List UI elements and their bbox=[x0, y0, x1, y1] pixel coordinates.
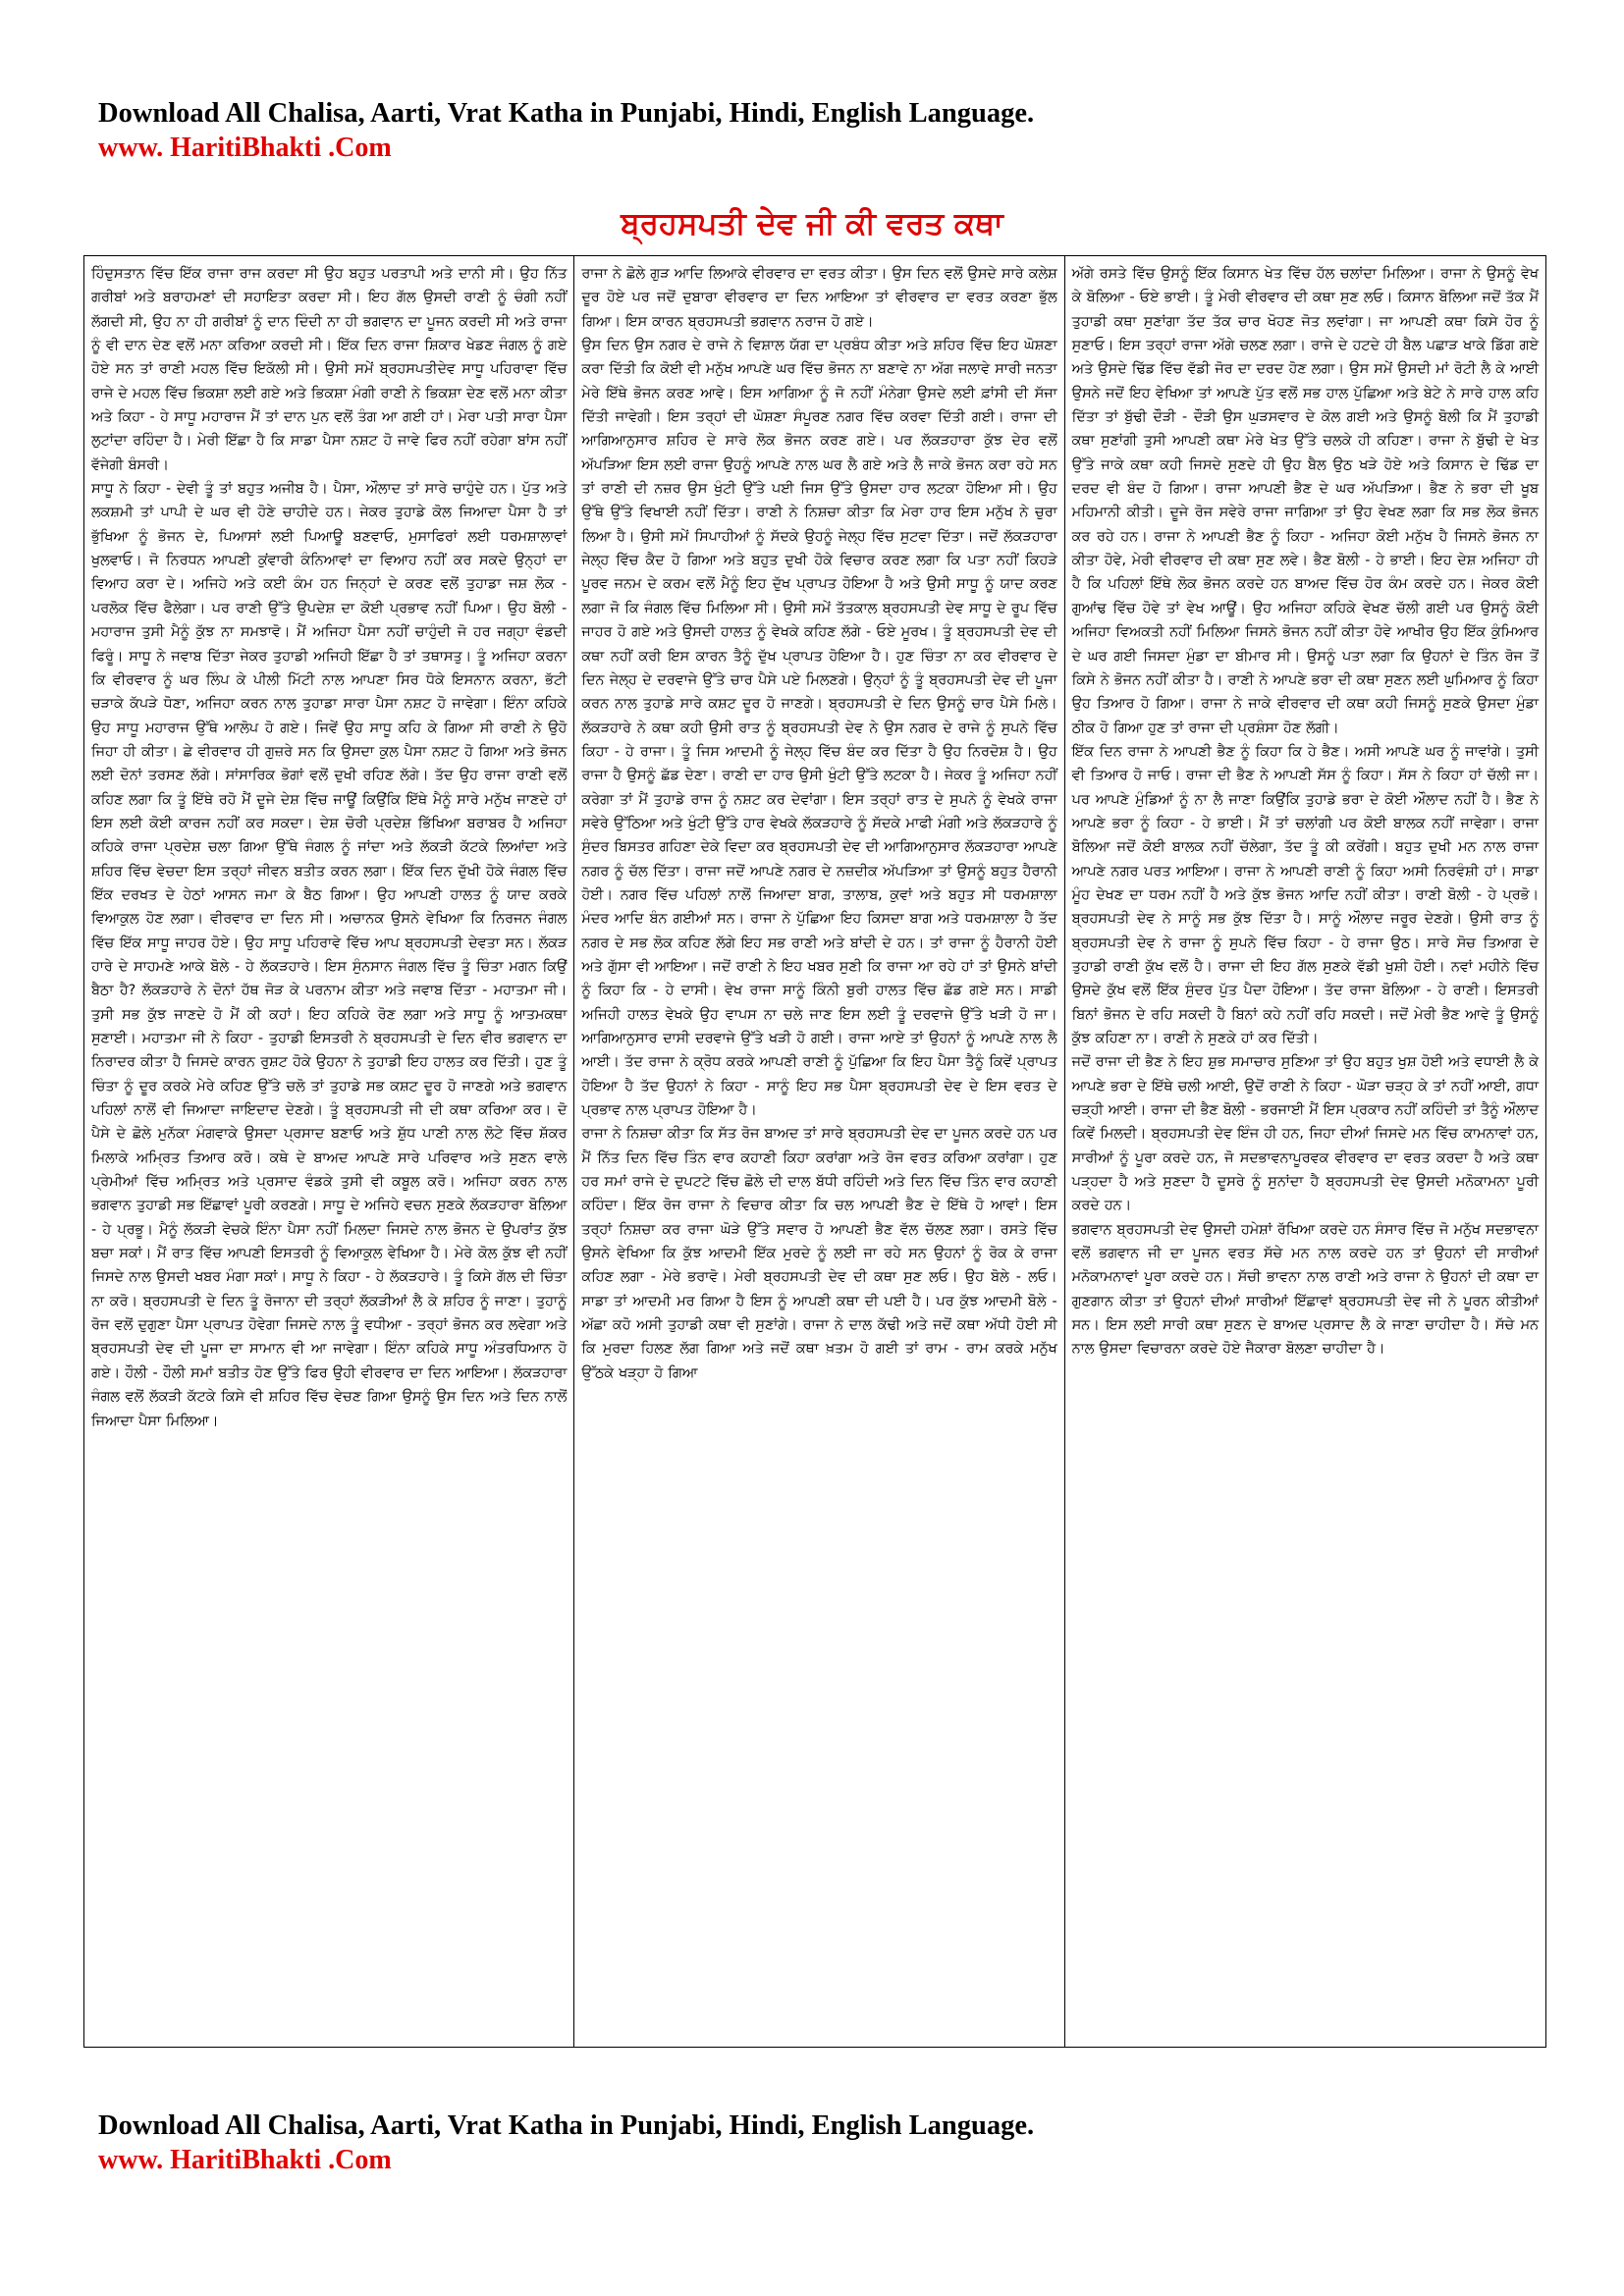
paragraph: ਹਿੰਦੁਸਤਾਨ ਵਿੱਚ ਇੱਕ ਰਾਜਾ ਰਾਜ ਕਰਦਾ ਸੀ ਉਹ ਬਹੁਤ ਪਰਤਾਪੀ ਅਤੇ ਦਾਨੀ ਸੀ। ਉਹ ਨਿੱਤ ਗਰੀਬਾਂ ਅਤੇ ਬਰਾਹਮਣਾਂ ਦੀ ਸਹਾਇਤਾ ਕਰਦਾ ਸੀ। ਇਹ ਗੱਲ ਉਸਦੀ ਰਾਣੀ ਨੂੰ ਚੰਗੀ ਨਹੀਂ ਲੱਗਦੀ ਸੀ, ਉਹ ਨਾ ਹੀ ਗਰੀਬਾਂ ਨੂੰ ਦਾਨ ਦਿੰਦੀ ਨਾ ਹੀ ਭਗਵਾਨ ਦਾ ਪੂਜਨ ਕਰਦੀ ਸੀ ਅਤੇ ਰਾਜਾ ਨੂੰ ਵੀ ਦਾਨ ਦੇਣ ਵਲੋਂ ਮਨਾ ਕਰਿਆ ਕਰਦੀ ਸੀ। ਇੱਕ ਦਿਨ ਰਾਜਾ ਸ਼ਿਕਾਰ ਖੇਡਣ ਜੰਗਲ ਨੂੰ ਗਏ ਹੋਏ ਸਨ ਤਾਂ ਰਾਣੀ ਮਹਲ ਵਿੱਚ ਇਕੱਲੀ ਸੀ। ਉਸੀ ਸਮੇਂ ਬ੍ਰਹਸਪਤੀਦੇਵ ਸਾਧੂ ਪਹਿਰਾਵਾ ਵਿੱਚ ਰਾਜੇ ਦੇ ਮਹਲ ਵਿੱਚ ਭਿਕਸ਼ਾ ਲਈ ਗਏ ਅਤੇ ਭਿਕਸ਼ਾ ਮੰਗੀ ਰਾਣੀ ਨੇ ਭਿਕਸ਼ਾ ਦੇਣ ਵਲੋਂ ਮਨਾ ਕੀਤਾ ਅਤੇ ਕਿਹਾ - ਹੇ ਸਾਧੂ ਮਹਾਰਾਜ ਮੈਂ ਤਾਂ ਦਾਨ ਪੁਨ ਵਲੋਂ ਤੰਗ ਆ ਗਈ ਹਾਂ। ਮੇਰਾ ਪਤੀ ਸਾਰਾ ਪੈਸਾ ਲੁਟਾਂਦਾ ਰਹਿੰਦਾ ਹੈ। ਮੇਰੀ ਇੱਛਾ ਹੈ ਕਿ ਸਾਡਾ ਪੈਸਾ ਨਸ਼ਟ ਹੋ ਜਾਵੇ ਫਿਰ ਨਹੀਂ ਰਹੇਗਾ ਬਾਂਸ ਨਹੀਂ ਵੱਜੇਗੀ ਬੰਸਰੀ। bbox=[91, 266, 568, 473]
document-title: ਬ੍ਰਹਸਪਤੀ ਦੇਵ ਜੀ ਕੀ ਵਰਤ ਕਥਾ bbox=[621, 206, 1003, 241]
paragraph: ਇੱਕ ਦਿਨ ਰਾਜਾ ਨੇ ਆਪਣੀ ਭੈਣ ਨੂੰ ਕਿਹਾ ਕਿ ਹੇ ਭੈਣ। ਅਸੀ ਆਪਣੇ ਘਰ ਨੂੰ ਜਾਵਾਂਗੇ। ਤੁਸੀ ਵੀ ਤਿਆਰ ਹੋ ਜਾਓ। ਰਾਜਾ ਦੀ ਭੈਣ ਨੇ ਆਪਣੀ ਸੱਸ ਨੂੰ ਕਿਹਾ। ਸੱਸ ਨੇ ਕਿਹਾ ਹਾਂ ਚੱਲੀ ਜਾ। ਪਰ ਆਪਣੇ ਮੁੰਡਿਆਂ ਨੂੰ ਨਾ ਲੈ ਜਾਣਾ ਕਿਉਂਕਿ ਤੁਹਾਡੇ ਭਰਾ ਦੇ ਕੋਈ ਔਲਾਦ ਨਹੀਂ ਹੈ। ਭੈਣ ਨੇ ਆਪਣੇ ਭਰਾ ਨੂੰ ਕਿਹਾ - ਹੇ ਭਾਈ। ਮੈਂ ਤਾਂ ਚਲਾਂਗੀ ਪਰ ਕੋਈ ਬਾਲਕ ਨਹੀਂ ਜਾਵੇਗਾ। ਰਾਜਾ ਬੋਲਿਆ ਜਦੋਂ ਕੋਈ ਬਾਲਕ ਨਹੀਂ ਚੱਲੇਗਾ, ਤੱਦ ਤੂੰ ਕੀ ਕਰੇਂਗੀ। ਬਹੁਤ ਦੁਖੀ ਮਨ ਨਾਲ ਰਾਜਾ ਆਪਣੇ ਨਗਰ ਪਰਤ ਆਇਆ। ਰਾਜਾ ਨੇ ਆਪਣੀ ਰਾਣੀ ਨੂੰ ਕਿਹਾ ਅਸੀ ਨਿਰਵੰਸ਼ੀ ਹਾਂ। ਸਾਡਾ ਮੂੰਹ ਦੇਖਣ ਦਾ ਧਰਮ ਨਹੀਂ ਹੈ ਅਤੇ ਕੁੱਝ ਭੋਜਨ ਆਦਿ ਨਹੀਂ ਕੀਤਾ। ਰਾਣੀ ਬੋਲੀ - ਹੇ ਪ੍ਰਭੋ। ਬ੍ਰਹਸਪਤੀ ਦੇਵ ਨੇ ਸਾਨੂੰ ਸਭ ਕੁੱਝ ਦਿੱਤਾ ਹੈ। ਸਾਨੂੰ ਔਲਾਦ ਜਰੂਰ ਦੇਣਗੇ। ਉਸੀ ਰਾਤ ਨੂੰ ਬ੍ਰਹਸਪਤੀ ਦੇਵ ਨੇ ਰਾਜਾ ਨੂੰ ਸੁਪਨੇ ਵਿੱਚ ਕਿਹਾ - ਹੇ ਰਾਜਾ ਉਠ। ਸਾਰੇ ਸੋਚ ਤਿਆਗ ਦੇ ਤੁਹਾਡੀ ਰਾਣੀ ਕੁੱਖ ਵਲੋਂ ਹੈ। ਰਾਜਾ ਦੀ ਇਹ ਗੱਲ ਸੁਣਕੇ ਵੱਡੀ ਖੁਸ਼ੀ ਹੋਈ। ਨਵਾਂ ਮਹੀਨੇ ਵਿੱਚ ਉਸਦੇ ਕੁੱਖ ਵਲੋਂ ਇੱਕ ਸੁੰਦਰ ਪੁੱਤ ਪੈਦਾ ਹੋਇਆ। ਤੱਦ ਰਾਜਾ ਬੋਲਿਆ - ਹੇ ਰਾਣੀ। ਇਸਤਰੀ ਬਿਨਾਂ ਭੋਜਨ ਦੇ ਰਹਿ ਸਕਦੀ ਹੈ ਬਿਨਾਂ ਕਹੇ ਨਹੀਂ ਰਹਿ ਸਕਦੀ। ਜਦੋਂ ਮੇਰੀ ਭੈਣ ਆਵੇ ਤੂੰ ਉਸਨੂੰ ਕੁੱਝ ਕਹਿਣਾ ਨਾ। ਰਾਣੀ ਨੇ ਸੁਣਕੇ ਹਾਂ ਕਰ ਦਿੱਤੀ। bbox=[1071, 743, 1539, 1046]
site-footer bbox=[98, 2109, 1522, 2177]
text-column-1 bbox=[84, 256, 574, 2047]
paragraph: ਭਗਵਾਨ ਬ੍ਰਹਸਪਤੀ ਦੇਵ ਉਸਦੀ ਹਮੇਸ਼ਾਂ ਰੱਖਿਆ ਕਰਦੇ ਹਨ ਸੰਸਾਰ ਵਿੱਚ ਜੋ ਮਨੁੱਖ ਸਦਭਾਵਨਾ ਵਲੋਂ ਭਗਵਾਨ ਜੀ ਦਾ ਪੂਜਨ ਵਰਤ ਸੱਚੇ ਮਨ ਨਾਲ ਕਰਦੇ ਹਨ ਤਾਂ ਉਹਨਾਂ ਦੀ ਸਾਰੀਆਂ ਮਨੋਕਾਮਨਾਵਾਂ ਪੂਰਾ ਕਰਦੇ ਹਨ। ਸੱਚੀ ਭਾਵਨਾ ਨਾਲ ਰਾਣੀ ਅਤੇ ਰਾਜਾ ਨੇ ਉਹਨਾਂ ਦੀ ਕਥਾ ਦਾ ਗੁਣਗਾਨ ਕੀਤਾ ਤਾਂ ਉਹਨਾਂ ਦੀਆਂ ਸਾਰੀਆਂ ਇੱਛਾਵਾਂ ਬ੍ਰਹਸਪਤੀ ਦੇਵ ਜੀ ਨੇ ਪੂਰਨ ਕੀਤੀਆਂ ਸਨ। ਇਸ ਲਈ ਸਾਰੀ ਕਥਾ ਸੁਣਨ ਦੇ ਬਾਅਦ ਪ੍ਰਸਾਦ ਲੈ ਕੇ ਜਾਣਾ ਚਾਹੀਦਾ ਹੈ। ਸੱਚੇ ਮਨ ਨਾਲ ਉਸਦਾ ਵਿਚਾਰਨਾ ਕਰਦੇ ਹੋਏ ਜੈਕਾਰਾ ਬੋਲਣਾ ਚਾਹੀਦਾ ਹੈ। bbox=[1071, 1221, 1539, 1358]
katha-text-table bbox=[83, 255, 1546, 2048]
paragraph: ਰਾਜਾ ਨੇ ਨਿਸ਼ਚਾ ਕੀਤਾ ਕਿ ਸੱਤ ਰੋਜ ਬਾਅਦ ਤਾਂ ਸਾਰੇ ਬ੍ਰਹਸਪਤੀ ਦੇਵ ਦਾ ਪੂਜਨ ਕਰਦੇ ਹਨ ਪਰ ਮੈਂ ਨਿੱਤ ਦਿਨ ਵਿੱਚ ਤਿੰਨ ਵਾਰ ਕਹਾਣੀ ਕਿਹਾ ਕਰਾਂਗਾ ਅਤੇ ਰੋਜ ਵਰਤ ਕਰਿਆ ਕਰਾਂਗਾ। ਹੁਣ ਹਰ ਸਮਾਂ ਰਾਜੇ ਦੇ ਦੁਪਟਟੇ ਵਿੱਚ ਛੋਲੇ ਦੀ ਦਾਲ ਬੱਧੀ ਰਹਿੰਦੀ ਅਤੇ ਦਿਨ ਵਿੱਚ ਤਿੰਨ ਵਾਰ ਕਹਾਣੀ ਕਹਿੰਦਾ। ਇੱਕ ਰੋਜ ਰਾਜਾ ਨੇ ਵਿਚਾਰ ਕੀਤਾ ਕਿ ਚਲ ਆਪਣੀ ਭੈਣ ਦੇ ਇੱਥੇ ਹੋ ਆਵਾਂ। ਇਸ ਤਰ੍ਹਾਂ ਨਿਸ਼ਚਾ ਕਰ ਰਾਜਾ ਘੋੜੇ ਉੱਤੇ ਸਵਾਰ ਹੋ ਆਪਣੀ ਭੈਣ ਵੱਲ ਚੱਲਣ ਲਗਾ। ਰਸਤੇ ਵਿੱਚ ਉਸਨੇ ਵੇਖਿਆ ਕਿ ਕੁੱਝ ਆਦਮੀ ਇੱਕ ਮੁਰਦੇ ਨੂੰ ਲਈ ਜਾ ਰਹੇ ਸਨ ਉਹਨਾਂ ਨੂੰ ਰੋਕ ਕੇ ਰਾਜਾ ਕਹਿਣ ਲਗਾ - ਮੇਰੇ ਭਰਾਵੋ। ਮੇਰੀ ਬ੍ਰਹਸਪਤੀ ਦੇਵ ਦੀ ਕਥਾ ਸੁਣ ਲਓ। ਉਹ ਬੋਲੇ - ਲਓ। ਸਾਡਾ ਤਾਂ ਆਦਮੀ ਮਰ ਗਿਆ ਹੈ ਇਸ ਨੂੰ ਆਪਣੀ ਕਥਾ ਦੀ ਪਈ ਹੈ। ਪਰ ਕੁੱਝ ਆਦਮੀ ਬੋਲੇ - ਅੱਛਾ ਕਹੋ ਅਸੀ ਤੁਹਾਡੀ ਕਥਾ ਵੀ ਸੁਣਾਂਗੇ। ਰਾਜਾ ਨੇ ਦਾਲ ਕੱਢੀ ਅਤੇ ਜਦੋਂ ਕਥਾ ਅੱਧੀ ਹੋਈ ਸੀ ਕਿ ਮੁਰਦਾ ਹਿਲਣ ਲੱਗ ਗਿਆ ਅਤੇ ਜਦੋਂ ਕਥਾ ਖ਼ਤਮ ਹੋ ਗਈ ਤਾਂ ਰਾਮ - ਰਾਮ ਕਰਕੇ ਮਨੁੱਖ ਉੱਠਕੇ ਖੜ੍ਹਾ ਹੋ ਗਿਆ bbox=[581, 1126, 1057, 1381]
paragraph: ਉਸ ਦਿਨ ਉਸ ਨਗਰ ਦੇ ਰਾਜੇ ਨੇ ਵਿਸ਼ਾਲ ਯੱਗ ਦਾ ਪ੍ਰਬੰਧ ਕੀਤਾ ਅਤੇ ਸ਼ਹਿਰ ਵਿੱਚ ਇਹ ਘੋਸ਼ਣਾ ਕਰਾ ਦਿੱਤੀ ਕਿ ਕੋਈ ਵੀ ਮਨੁੱਖ ਆਪਣੇ ਘਰ ਵਿੱਚ ਭੋਜਨ ਨਾ ਬਣਾਵੇ ਨਾ ਅੱਗ ਜਲਾਵੇ ਸਾਰੀ ਜਨਤਾ ਮੇਰੇ ਇੱਥੇ ਭੋਜਨ ਕਰਣ ਆਵੇ। ਇਸ ਆਗਿਆ ਨੂੰ ਜੋ ਨਹੀਂ ਮੰਨੇਗਾ ਉਸਦੇ ਲਈ ਫ਼ਾਂਸੀ ਦੀ ਸੱਜਾ ਦਿੱਤੀ ਜਾਵੇਗੀ। ਇਸ ਤਰ੍ਹਾਂ ਦੀ ਘੋਸ਼ਣਾ ਸੰਪੂਰਣ ਨਗਰ ਵਿੱਚ ਕਰਵਾ ਦਿੱਤੀ ਗਈ। ਰਾਜਾ ਦੀ ਆਗਿਆਨੁਸਾਰ ਸ਼ਹਿਰ ਦੇ ਸਾਰੇ ਲੋਕ ਭੋਜਨ ਕਰਣ ਗਏ। ਪਰ ਲੱਕੜਹਾਰਾ ਕੁੱਝ ਦੇਰ ਵਲੋਂ ਅੱਪੜਿਆ ਇਸ ਲਈ ਰਾਜਾ ਉਹਨੂੰ ਆਪਣੇ ਨਾਲ ਘਰ ਲੈ ਗਏ ਅਤੇ ਲੈ ਜਾਕੇ ਭੋਜਨ ਕਰਾ ਰਹੇ ਸਨ ਤਾਂ ਰਾਣੀ ਦੀ ਨਜ਼ਰ ਉਸ ਖੁੰਟੀ ਉੱਤੇ ਪਈ ਜਿਸ ਉੱਤੇ ਉਸਦਾ ਹਾਰ ਲਟਕਾ ਹੋਇਆ ਸੀ। ਉਹ ਉੱਥੇ ਉੱਤੇ ਵਿਖਾਈ ਨਹੀਂ ਦਿੱਤਾ। ਰਾਣੀ ਨੇ ਨਿਸ਼ਚਾ ਕੀਤਾ ਕਿ ਮੇਰਾ ਹਾਰ ਇਸ ਮਨੁੱਖ ਨੇ ਚੁਰਾ ਲਿਆ ਹੈ। ਉਸੀ ਸਮੇਂ ਸਿਪਾਹੀਆਂ ਨੂੰ ਸੱਦਕੇ ਉਹਨੂੰ ਜੇਲ੍ਹ ਵਿੱਚ ਸੁਟਵਾ ਦਿੱਤਾ। ਜਦੋਂ ਲੱਕੜਹਾਰਾ ਜੇਲ੍ਹ ਵਿੱਚ ਕੈਦ ਹੋ ਗਿਆ ਅਤੇ ਬਹੁਤ ਦੁਖੀ ਹੋਕੇ ਵਿਚਾਰ ਕਰਣ ਲਗਾ ਕਿ ਪਤਾ ਨਹੀਂ ਕਿਹੜੇ ਪੂਰਵ ਜਨਮ ਦੇ ਕਰਮ ਵਲੋਂ ਮੈਨੂੰ ਇਹ ਦੁੱਖ ਪ੍ਰਾਪਤ ਹੋਇਆ ਹੈ ਅਤੇ ਉਸੀ ਸਾਧੂ ਨੂੰ ਯਾਦ ਕਰਣ ਲਗਾ ਜੋ ਕਿ ਜੰਗਲ ਵਿੱਚ ਮਿਲਿਆ ਸੀ। ਉਸੀ ਸਮੇਂ ਤੱਤਕਾਲ ਬ੍ਰਹਸਪਤੀ ਦੇਵ ਸਾਧੂ ਦੇ ਰੂਪ ਵਿੱਚ ਜਾਹਰ ਹੋ ਗਏ ਅਤੇ ਉਸਦੀ ਹਾਲਤ ਨੂੰ ਵੇਖਕੇ ਕਹਿਣ ਲੱਗੇ - ਓਏ ਮੂਰਖ। ਤੂੰ ਬ੍ਰਹਸਪਤੀ ਦੇਵ ਦੀ ਕਥਾ ਨਹੀਂ ਕਰੀ ਇਸ ਕਾਰਨ ਤੈਨੂੰ ਦੁੱਖ ਪ੍ਰਾਪਤ ਹੋਇਆ ਹੈ। ਹੁਣ ਚਿੰਤਾ ਨਾ ਕਰ ਵੀਰਵਾਰ ਦੇ ਦਿਨ ਜੇਲ੍ਹ ਦੇ ਦਰਵਾਜੇ ਉੱਤੇ ਚਾਰ ਪੈਸੇ ਪਏ ਮਿਲਣਗੇ। ਉਨ੍ਹਾਂ ਨੂੰ ਤੂੰ ਬ੍ਰਹਸਪਤੀ ਦੇਵ ਦੀ ਪੂਜਾ ਕਰਨ ਨਾਲ ਤੁਹਾਡੇ ਸਾਰੇ ਕਸ਼ਟ ਦੂਰ ਹੋ ਜਾਣਗੇ। ਬ੍ਰਹਸਪਤੀ ਦੇ ਦਿਨ ਉਸਨੂੰ ਚਾਰ ਪੈਸੇ ਮਿਲੇ। ਲੱਕੜਹਾਰੇ ਨੇ ਕਥਾ ਕਹੀ ਉਸੀ ਰਾਤ ਨੂੰ ਬ੍ਰਹਸਪਤੀ ਦੇਵ ਨੇ ਉਸ ਨਗਰ ਦੇ ਰਾਜੇ ਨੂੰ ਸੁਪਨੇ ਵਿੱਚ ਕਿਹਾ - ਹੇ ਰਾਜਾ। ਤੂੰ ਜਿਸ ਆਦਮੀ ਨੂੰ ਜੇਲ੍ਹ ਵਿੱਚ ਬੰਦ ਕਰ ਦਿੱਤਾ ਹੈ ਉਹ ਨਿਰਦੋਸ਼ ਹੈ। ਉਹ ਰਾਜਾ ਹੈ ਉਸਨੂੰ ਛੱਡ ਦੇਣਾ। ਰਾਣੀ ਦਾ ਹਾਰ ਉਸੀ ਖੁੰਟੀ ਉੱਤੇ ਲਟਕਾ ਹੈ। ਜੇਕਰ ਤੂੰ ਅਜਿਹਾ ਨਹੀਂ ਕਰੇਗਾ ਤਾਂ ਮੈਂ ਤੁਹਾਡੇ ਰਾਜ ਨੂੰ ਨਸ਼ਟ ਕਰ ਦੇਵਾਂਗਾ। ਇਸ ਤਰ੍ਹਾਂ ਰਾਤ ਦੇ ਸੁਪਨੇ ਨੂੰ ਵੇਖਕੇ ਰਾਜਾ ਸਵੇਰੇ ਉੱਠਿਆ ਅਤੇ ਖੁੰਟੀ ਉੱਤੇ ਹਾਰ ਵੇਖਕੇ ਲੱਕੜਹਾਰੇ ਨੂੰ ਸੱਦਕੇ ਮਾਫੀ ਮੰਗੀ ਅਤੇ ਲੱਕੜਹਾਰੇ ਨੂੰ ਸੁੰਦਰ ਬਿਸਤਰ ਗਹਿਣਾ ਦੇਕੇ ਵਿਦਾ ਕਰ ਬ੍ਰਹਸਪਤੀ ਦੇਵ ਦੀ ਆਗਿਆਨੁਸਾਰ ਲੱਕੜਹਾਰਾ ਆਪਣੇ ਨਗਰ ਨੂੰ ਚੱਲ ਦਿੱਤਾ। ਰਾਜਾ ਜਦੋਂ ਆਪਣੇ ਨਗਰ ਦੇ ਨਜ਼ਦੀਕ ਅੱਪੜਿਆ ਤਾਂ ਉਸਨੂੰ ਬਹੁਤ ਹੈਰਾਨੀ ਹੋਈ। ਨਗਰ ਵਿੱਚ ਪਹਿਲਾਂ ਨਾਲੋਂ ਜਿਆਦਾ ਬਾਗ, ਤਾਲਾਬ, ਕੁਵਾਂ ਅਤੇ ਬਹੁਤ ਸੀ ਧਰਮਸ਼ਾਲਾ ਮੰਦਰ ਆਦਿ ਬੰਨ ਗਈਆਂ ਸਨ। ਰਾਜਾ ਨੇ ਪੁੱਛਿਆ ਇਹ ਕਿਸਦਾ ਬਾਗ ਅਤੇ ਧਰਮਸ਼ਾਲਾ ਹੈ ਤੱਦ ਨਗਰ ਦੇ ਸਭ ਲੋਕ ਕਹਿਣ ਲੱਗੇ ਇਹ ਸਭ ਰਾਣੀ ਅਤੇ ਬਾਂਦੀ ਦੇ ਹਨ। ਤਾਂ ਰਾਜਾ ਨੂੰ ਹੈਰਾਨੀ ਹੋਈ ਅਤੇ ਗੁੱਸਾ ਵੀ ਆਇਆ। ਜਦੋਂ ਰਾਣੀ ਨੇ ਇਹ ਖਬਰ ਸੁਣੀ ਕਿ ਰਾਜਾ ਆ ਰਹੇ ਹਾਂ ਤਾਂ ਉਸਨੇ ਬਾਂਦੀ ਨੂੰ ਕਿਹਾ ਕਿ - ਹੇ ਦਾਸੀ। ਵੇਖ ਰਾਜਾ ਸਾਨੂੰ ਕਿੰਨੀ ਬੁਰੀ ਹਾਲਤ ਵਿੱਚ ਛੱਡ ਗਏ ਸਨ। ਸਾਡੀ ਅਜਿਹੀ ਹਾਲਤ ਵੇਖਕੇ ਉਹ ਵਾਪਸ ਨਾ ਚਲੇ ਜਾਣ ਇਸ ਲਈ ਤੂੰ ਦਰਵਾਜੇ ਉੱਤੇ ਖੜੀ ਹੋ ਜਾ। ਆਗਿਆਨੁਸਾਰ ਦਾਸੀ ਦਰਵਾਜੇ ਉੱਤੇ ਖੜੀ ਹੋ ਗਈ। ਰਾਜਾ ਆਏ ਤਾਂ ਉਹਨਾਂ ਨੂੰ ਆਪਣੇ ਨਾਲ ਲੈ ਆਈ। ਤੱਦ ਰਾਜਾ ਨੇ ਕ੍ਰੋਧ ਕਰਕੇ ਆਪਣੀ ਰਾਣੀ ਨੂੰ ਪੁੱਛਿਆ ਕਿ ਇਹ ਪੈਸਾ ਤੈਨੂੰ ਕਿਵੇਂ ਪ੍ਰਾਪਤ ਹੋਇਆ ਹੈ ਤੱਦ ਉਹਨਾਂ ਨੇ ਕਿਹਾ - ਸਾਨੂੰ ਇਹ ਸਭ ਪੈਸਾ ਬ੍ਰਹਸਪਤੀ ਦੇਵ ਦੇ ਇਸ ਵਰਤ ਦੇ ਪ੍ਰਭਾਵ ਨਾਲ ਪ੍ਰਾਪਤ ਹੋਇਆ ਹੈ। bbox=[581, 338, 1057, 1119]
download-banner-text: Download All Chalisa, Aarti, Vrat Katha in Punjabi, Hindi, English Language. bbox=[98, 98, 1035, 129]
site-header bbox=[98, 96, 1522, 165]
website-link[interactable]: www. HaritiBhakti .Com bbox=[98, 2145, 392, 2175]
paragraph: ਰਾਜਾ ਨੇ ਛੋਲੇ ਗੁੜ ਆਦਿ ਲਿਆਕੇ ਵੀਰਵਾਰ ਦਾ ਵਰਤ ਕੀਤਾ। ਉਸ ਦਿਨ ਵਲੋਂ ਉਸਦੇ ਸਾਰੇ ਕਲੇਸ਼ ਦੂਰ ਹੋਏ ਪਰ ਜਦੋਂ ਦੁਬਾਰਾ ਵੀਰਵਾਰ ਦਾ ਦਿਨ ਆਇਆ ਤਾਂ ਵੀਰਵਾਰ ਦਾ ਵਰਤ ਕਰਣਾ ਭੁੱਲ ਗਿਆ। ਇਸ ਕਾਰਨ ਬ੍ਰਹਸਪਤੀ ਭਗਵਾਨ ਨਰਾਜ ਹੋ ਗਏ। bbox=[581, 266, 1057, 330]
paragraph: ਸਾਧੂ ਨੇ ਕਿਹਾ - ਦੇਵੀ ਤੂੰ ਤਾਂ ਬਹੁਤ ਅਜੀਬ ਹੈ। ਪੈਸਾ, ਔਲਾਦ ਤਾਂ ਸਾਰੇ ਚਾਹੁੰਦੇ ਹਨ। ਪੁੱਤ ਅਤੇ ਲਕਸ਼ਮੀ ਤਾਂ ਪਾਪੀ ਦੇ ਘਰ ਵੀ ਹੋਣੇ ਚਾਹੀਦੇ ਹਨ। ਜੇਕਰ ਤੁਹਾਡੇ ਕੋਲ ਜਿਆਦਾ ਪੈਸਾ ਹੈ ਤਾਂ ਭੁੱਖਿਆ ਨੂੰ ਭੋਜਨ ਦੇ, ਪਿਆਸਾਂ ਲਈ ਪਿਆਊ ਬਣਵਾਓ, ਮੁਸਾਫਿਰਾਂ ਲਈ ਧਰਮਸ਼ਾਲਾਵਾਂ ਖੁਲਵਾਓ। ਜੋ ਨਿਰਧਨ ਆਪਣੀ ਕੁਂਵਾਰੀ ਕੰਨਿਆਵਾਂ ਦਾ ਵਿਆਹ ਨਹੀਂ ਕਰ ਸਕਦੇ ਉਨ੍ਹਾਂ ਦਾ ਵਿਆਹ ਕਰਾ ਦੇ। ਅਜਿਹੇ ਅਤੇ ਕਈ ਕੰਮ ਹਨ ਜਿਨ੍ਹਾਂ ਦੇ ਕਰਣ ਵਲੋਂ ਤੁਹਾਡਾ ਜਸ਼ ਲੋਕ - ਪਰਲੋਕ ਵਿੱਚ ਫੈਲੇਗਾ। ਪਰ ਰਾਣੀ ਉੱਤੇ ਉਪਦੇਸ਼ ਦਾ ਕੋਈ ਪ੍ਰਭਾਵ ਨਹੀਂ ਪਿਆ। ਉਹ ਬੋਲੀ - ਮਹਾਰਾਜ ਤੁਸੀ ਮੈਨੂੰ ਕੁੱਝ ਨਾ ਸਮਝਾਵੋ। ਮੈਂ ਅਜਿਹਾ ਪੈਸਾ ਨਹੀਂ ਚਾਹੁੰਦੀ ਜੋ ਹਰ ਜਗ੍ਹਾ ਵੰਡਦੀ ਫਿਰੂੰ। ਸਾਧੂ ਨੇ ਜਵਾਬ ਦਿੱਤਾ ਜੇਕਰ ਤੁਹਾਡੀ ਅਜਿਹੀ ਇੱਛਾ ਹੈ ਤਾਂ ਤਥਾਸਤੁ। ਤੂੰ ਅਜਿਹਾ ਕਰਨਾ ਕਿ ਵੀਰਵਾਰ ਨੂੰ ਘਰ ਲਿੰਪ ਕੇ ਪੀਲੀ ਮਿੱਟੀ ਨਾਲ ਆਪਣਾ ਸਿਰ ਧੋਕੇ ਇਸਨਾਨ ਕਰਨਾ, ਭੱਟੀ ਚੜਾਕੇ ਕੱਪੜੇ ਧੋਣਾ, ਅਜਿਹਾ ਕਰਨ ਨਾਲ ਤੁਹਾਡਾ ਸਾਰਾ ਪੈਸਾ ਨਸ਼ਟ ਹੋ ਜਾਵੇਗਾ। ਇੰਨਾ ਕਹਿਕੇ ਉਹ ਸਾਧੂ ਮਹਾਰਾਜ ਉੱਥੇ ਆਲੋਪ ਹੋ ਗਏ। ਜਿਵੇਂ ਉਹ ਸਾਧੂ ਕਹਿ ਕੇ ਗਿਆ ਸੀ ਰਾਣੀ ਨੇ ਉਹੋ ਜਿਹਾ ਹੀ ਕੀਤਾ। ਛੇ ਵੀਰਵਾਰ ਹੀ ਗੁਜ਼ਰੇ ਸਨ ਕਿ ਉਸਦਾ ਕੁਲ ਪੈਸਾ ਨਸ਼ਟ ਹੋ ਗਿਆ ਅਤੇ ਭੋਜਨ ਲਈ ਦੋਨਾਂ ਤਰਸਣ ਲੱਗੇ। ਸਾਂਸਾਰਿਕ ਭੋਗਾਂ ਵਲੋਂ ਦੁਖੀ ਰਹਿਣ ਲੱਗੇ। ਤੱਦ ਉਹ ਰਾਜਾ ਰਾਣੀ ਵਲੋਂ ਕਹਿਣ ਲਗਾ ਕਿ ਤੂੰ ਇੱਥੇ ਰਹੋ ਮੈਂ ਦੂਜੇ ਦੇਸ਼ ਵਿੱਚ ਜਾਊਂ ਕਿਉਂਕਿ ਇੱਥੇ ਮੈਨੂੰ ਸਾਰੇ ਮਨੁੱਖ ਜਾਣਦੇ ਹਾਂ ਇਸ ਲਈ ਕੋਈ ਕਾਰਜ ਨਹੀਂ ਕਰ ਸਕਦਾ। ਦੇਸ਼ ਚੋਰੀ ਪ੍ਰਦੇਸ਼ ਭਿੱਖਿਆ ਬਰਾਬਰ ਹੈ ਅਜਿਹਾ ਕਹਿਕੇ ਰਾਜਾ ਪ੍ਰਦੇਸ਼ ਚਲਾ ਗਿਆ ਉੱਥੇ ਜੰਗਲ ਨੂੰ ਜਾਂਦਾ ਅਤੇ ਲੱਕੜੀ ਕੱਟਕੇ ਲਿਆਂਦਾ ਅਤੇ ਸ਼ਹਿਰ ਵਿੱਚ ਵੇਚਦਾ ਇਸ ਤਰ੍ਹਾਂ ਜੀਵਨ ਬਤੀਤ ਕਰਨ ਲਗਾ। ਇੱਕ ਦਿਨ ਦੁੱਖੀ ਹੋਕੇ ਜੰਗਲ ਵਿੱਚ ਇੱਕ ਦਰਖਤ ਦੇ ਹੇਠਾਂ ਆਸਨ ਜਮਾ ਕੇ ਬੈਠ ਗਿਆ। ਉਹ ਆਪਣੀ ਹਾਲਤ ਨੂੰ ਯਾਦ ਕਰਕੇ ਵਿਆਕੁਲ ਹੋਣ ਲਗਾ। ਵੀਰਵਾਰ ਦਾ ਦਿਨ ਸੀ। ਅਚਾਨਕ ਉਸਨੇ ਵੇਖਿਆ ਕਿ ਨਿਰਜਨ ਜੰਗਲ ਵਿੱਚ ਇੱਕ ਸਾਧੂ ਜਾਹਰ ਹੋਏ। ਉਹ ਸਾਧੂ ਪਹਿਰਾਵੇ ਵਿੱਚ ਆਪ ਬ੍ਰਹਸਪਤੀ ਦੇਵਤਾ ਸਨ। ਲੱਕੜ ਹਾਰੇ ਦੇ ਸਾਹਮਣੇ ਆਕੇ ਬੋਲੇ - ਹੇ ਲੱਕੜਹਾਰੇ। ਇਸ ਸੁੰਨਸਾਨ ਜੰਗਲ ਵਿੱਚ ਤੂੰ ਚਿੰਤਾ ਮਗਨ ਕਿਉਂ ਬੈਠਾ ਹੈ? ਲੱਕੜਹਾਰੇ ਨੇ ਦੋਨਾਂ ਹੱਥ ਜੋੜ ਕੇ ਪਰਨਾਮ ਕੀਤਾ ਅਤੇ ਜਵਾਬ ਦਿੱਤਾ - ਮਹਾਤਮਾ ਜੀ। ਤੁਸੀ ਸਭ ਕੁੱਝ ਜਾਣਦੇ ਹੋ ਮੈਂ ਕੀ ਕਹਾਂ। ਇਹ ਕਹਿਕੇ ਰੋਣ ਲਗਾ ਅਤੇ ਸਾਧੂ ਨੂੰ ਆਤਮਕਥਾ ਸੁਣਾਈ। ਮਹਾਤਮਾ ਜੀ ਨੇ ਕਿਹਾ - ਤੁਹਾਡੀ ਇਸਤਰੀ ਨੇ ਬ੍ਰਹਸਪਤੀ ਦੇ ਦਿਨ ਵੀਰ ਭਗਵਾਨ ਦਾ ਨਿਰਾਦਰ ਕੀਤਾ ਹੈ ਜਿਸਦੇ ਕਾਰਨ ਰੁਸ਼ਟ ਹੋਕੇ ਉਹਨਾ ਨੇ ਤੁਹਾਡੀ ਇਹ ਹਾਲਤ ਕਰ ਦਿੱਤੀ। ਹੁਣ ਤੂੰ ਚਿੰਤਾ ਨੂੰ ਦੂਰ ਕਰਕੇ ਮੇਰੇ ਕਹਿਣ ਉੱਤੇ ਚਲੋ ਤਾਂ ਤੁਹਾਡੇ ਸਭ ਕਸ਼ਟ ਦੂਰ ਹੋ ਜਾਣਗੇ ਅਤੇ ਭਗਵਾਨ ਪਹਿਲਾਂ ਨਾਲੋਂ ਵੀ ਜਿਆਦਾ ਜਾਇਦਾਦ ਦੇਣਗੇ। ਤੂੰ ਬ੍ਰਹਸਪਤੀ ਜੀ ਦੀ ਕਥਾ ਕਰਿਆ ਕਰ। ਦੋ ਪੈਸੇ ਦੇ ਛੋਲੇ ਮੁਨੱਕਾ ਮੰਗਵਾਕੇ ਉਸਦਾ ਪ੍ਰਸਾਦ ਬਣਾਓ ਅਤੇ ਸ਼ੁੱਧ ਪਾਣੀ ਨਾਲ ਲੋਟੇ ਵਿੱਚ ਸ਼ੱਕਰ ਮਿਲਾਕੇ ਅਮ੍ਰਿਤ ਤਿਆਰ ਕਰੋ। ਕਥੇ ਦੇ ਬਾਅਦ ਆਪਣੇ ਸਾਰੇ ਪਰਿਵਾਰ ਅਤੇ ਸੁਣਨ ਵਾਲੇ ਪ੍ਰੇਮੀਆਂ ਵਿੱਚ ਅਮ੍ਰਿਤ ਅਤੇ ਪ੍ਰਸਾਦ ਵੰਡਕੇ ਤੁਸੀ ਵੀ ਕਬੂਲ ਕਰੋ। ਅਜਿਹਾ ਕਰਨ ਨਾਲ ਭਗਵਾਨ ਤੁਹਾਡੀ ਸਭ ਇੱਛਾਵਾਂ ਪੂਰੀ ਕਰਣਗੇ। ਸਾਧੂ ਦੇ ਅਜਿਹੇ ਵਚਨ ਸੁਣਕੇ ਲੱਕੜਹਾਰਾ ਬੋਲਿਆ - ਹੇ ਪ੍ਰਭੂ। ਮੈਨੂੰ ਲੱਕੜੀ ਵੇਚਕੇ ਇੰਨਾ ਪੈਸਾ ਨਹੀਂ ਮਿਲਦਾ ਜਿਸਦੇ ਨਾਲ ਭੋਜਨ ਦੇ ਉਪਰਾਂਤ ਕੁੱਝ ਬਚਾ ਸਕਾਂ। ਮੈਂ ਰਾਤ ਵਿੱਚ ਆਪਣੀ ਇਸਤਰੀ ਨੂੰ ਵਿਆਕੁਲ ਵੇਖਿਆ ਹੈ। ਮੇਰੇ ਕੋਲ ਕੁੱਝ ਵੀ ਨਹੀਂ ਜਿਸਦੇ ਨਾਲ ਉਸਦੀ ਖਬਰ ਮੰਗਾ ਸਕਾਂ। ਸਾਧੂ ਨੇ ਕਿਹਾ - ਹੇ ਲੱਕੜਹਾਰੇ। ਤੂੰ ਕਿਸੇ ਗੱਲ ਦੀ ਚਿੰਤਾ ਨਾ ਕਰੋ। ਬ੍ਰਹਸਪਤੀ ਦੇ ਦਿਨ ਤੂੰ ਰੋਜਾਨਾ ਦੀ ਤਰ੍ਹਾਂ ਲੱਕੜੀਆਂ ਲੈ ਕੇ ਸ਼ਹਿਰ ਨੂੰ ਜਾਣਾ। ਤੁਹਾਨੂੰ ਰੋਜ ਵਲੋਂ ਦੁਗੁਣਾ ਪੈਸਾ ਪ੍ਰਾਪਤ ਹੋਵੇਗਾ ਜਿਸਦੇ ਨਾਲ ਤੂੰ ਵਧੀਆ - ਤਰ੍ਹਾਂ ਭੋਜਨ ਕਰ ਲਵੇਗਾ ਅਤੇ ਬ੍ਰਹਸਪਤੀ ਦੇਵ ਦੀ ਪੂਜਾ ਦਾ ਸਾਮਾਨ ਵੀ ਆ ਜਾਵੇਗਾ। ਇੰਨਾ ਕਹਿਕੇ ਸਾਧੂ ਅੰਤਰਧਿਆਨ ਹੋ ਗਏ। ਹੌਲੀ - ਹੌਲੀ ਸਮਾਂ ਬਤੀਤ ਹੋਣ ਉੱਤੇ ਫਿਰ ਉਹੀ ਵੀਰਵਾਰ ਦਾ ਦਿਨ ਆਇਆ। ਲੱਕੜਹਾਰਾ ਜੰਗਲ ਵਲੋਂ ਲੱਕੜੀ ਕੱਟਕੇ ਕਿਸੇ ਵੀ ਸ਼ਹਿਰ ਵਿੱਚ ਵੇਚਣ ਗਿਆ ਉਸਨੂੰ ਉਸ ਦਿਨ ਅਤੇ ਦਿਨ ਨਾਲੋਂ ਜਿਆਦਾ ਪੈਸਾ ਮਿਲਿਆ। bbox=[91, 481, 568, 1429]
paragraph: ਜਦੋਂ ਰਾਜਾ ਦੀ ਭੈਣ ਨੇ ਇਹ ਸ਼ੁਭ ਸਮਾਚਾਰ ਸੁਣਿਆ ਤਾਂ ਉਹ ਬਹੁਤ ਖੁਸ਼ ਹੋਈ ਅਤੇ ਵਧਾਈ ਲੈ ਕੇ ਆਪਣੇ ਭਰਾ ਦੇ ਇੱਥੇ ਚਲੀ ਆਈ, ਉਦੋਂ ਰਾਣੀ ਨੇ ਕਿਹਾ - ਘੋੜਾ ਚੜ੍ਹ ਕੇ ਤਾਂ ਨਹੀਂ ਆਈ, ਗਧਾ ਚੜ੍ਹੀ ਆਈ। ਰਾਜਾ ਦੀ ਭੈਣ ਬੋਲੀ - ਭਰਜਾਈ ਮੈਂ ਇਸ ਪ੍ਰਕਾਰ ਨਹੀਂ ਕਹਿੰਦੀ ਤਾਂ ਤੈਨੂੰ ਔਲਾਦ ਕਿਵੇਂ ਮਿਲਦੀ। ਬ੍ਰਹਸਪਤੀ ਦੇਵ ਇੰਜ ਹੀ ਹਨ, ਜਿਹਾ ਦੀਆਂ ਜਿਸਦੇ ਮਨ ਵਿੱਚ ਕਾਮਨਾਵਾਂ ਹਨ, ਸਾਰੀਆਂ ਨੂੰ ਪੂਰਾ ਕਰਦੇ ਹਨ, ਜੋ ਸਦਭਾਵਨਾਪੂਰਵਕ ਵੀਰਵਾਰ ਦਾ ਵਰਤ ਕਰਦਾ ਹੈ ਅਤੇ ਕਥਾ ਪੜ੍ਹਦਾ ਹੈ ਅਤੇ ਸੁਣਦਾ ਹੈ ਦੂਸਰੇ ਨੂੰ ਸੁਨਾਂਦਾ ਹੈ ਬ੍ਰਹਸਪਤੀ ਦੇਵ ਉਸਦੀ ਮਨੋਕਾਮਨਾ ਪੂਰੀ ਕਰਦੇ ਹਨ। bbox=[1071, 1054, 1539, 1214]
website-link[interactable]: www. HaritiBhakti .Com bbox=[98, 133, 392, 163]
paragraph: ਅੱਗੇ ਰਸਤੇ ਵਿੱਚ ਉਸਨੂੰ ਇੱਕ ਕਿਸਾਨ ਖੇਤ ਵਿੱਚ ਹੱਲ ਚਲਾਂਦਾ ਮਿਲਿਆ। ਰਾਜਾ ਨੇ ਉਸਨੂੰ ਵੇਖ ਕੇ ਬੋਲਿਆ - ਓਏ ਭਾਈ। ਤੂੰ ਮੇਰੀ ਵੀਰਵਾਰ ਦੀ ਕਥਾ ਸੁਣ ਲਓ। ਕਿਸਾਨ ਬੋਲਿਆ ਜਦੋਂ ਤੱਕ ਮੈਂ ਤੁਹਾਡੀ ਕਥਾ ਸੁਣਾਂਗਾ ਤੱਦ ਤੱਕ ਚਾਰ ਖੋਹਣ ਜੋਤ ਲਵਾਂਗਾ। ਜਾ ਆਪਣੀ ਕਥਾ ਕਿਸੇ ਹੋਰ ਨੂੰ ਸੁਣਾਓ। ਇਸ ਤਰ੍ਹਾਂ ਰਾਜਾ ਅੱਗੇ ਚਲਣ ਲਗਾ। ਰਾਜੇ ਦੇ ਹਟਦੇ ਹੀ ਬੈਲ ਪਛਾੜ ਖਾਕੇ ਡਿੱਗ ਗਏ ਅਤੇ ਉਸਦੇ ਢਿੱਡ ਵਿੱਚ ਵੱਡੀ ਜੋਰ ਦਾ ਦਰਦ ਹੋਣ ਲਗਾ। ਉਸ ਸਮੇਂ ਉਸਦੀ ਮਾਂ ਰੋਟੀ ਲੈ ਕੇ ਆਈ ਉਸਨੇ ਜਦੋਂ ਇਹ ਵੇਖਿਆ ਤਾਂ ਆਪਣੇ ਪੁੱਤ ਵਲੋਂ ਸਭ ਹਾਲ ਪੁੱਛਿਆ ਅਤੇ ਬੇਟੇ ਨੇ ਸਾਰੇ ਹਾਲ ਕਹਿ ਦਿੱਤਾ ਤਾਂ ਬੁੱਢੀ ਦੌੜੀ - ਦੌੜੀ ਉਸ ਘੁੜਸਵਾਰ ਦੇ ਕੋਲ ਗਈ ਅਤੇ ਉਸਨੂੰ ਬੋਲੀ ਕਿ ਮੈਂ ਤੁਹਾਡੀ ਕਥਾ ਸੁਣਾਂਗੀ ਤੁਸੀ ਆਪਣੀ ਕਥਾ ਮੇਰੇ ਖੇਤ ਉੱਤੇ ਚਲਕੇ ਹੀ ਕਹਿਣਾ। ਰਾਜਾ ਨੇ ਬੁੱਢੀ ਦੇ ਖੇਤ ਉੱਤੇ ਜਾਕੇ ਕਥਾ ਕਹੀ ਜਿਸਦੇ ਸੁਣਦੇ ਹੀ ਉਹ ਬੈਲ ਉਠ ਖੜੇ ਹੋਏ ਅਤੇ ਕਿਸਾਨ ਦੇ ਢਿੱਡ ਦਾ ਦਰਦ ਵੀ ਬੰਦ ਹੋ ਗਿਆ। ਰਾਜਾ ਆਪਣੀ ਭੈਣ ਦੇ ਘਰ ਅੱਪੜਿਆ। ਭੈਣ ਨੇ ਭਰਾ ਦੀ ਖੂਬ ਮਹਿਮਾਨੀ ਕੀਤੀ। ਦੂਜੇ ਰੋਜ ਸਵੇਰੇ ਰਾਜਾ ਜਾਗਿਆ ਤਾਂ ਉਹ ਵੇਖਣ ਲਗਾ ਕਿ ਸਭ ਲੋਕ ਭੋਜਨ ਕਰ ਰਹੇ ਹਨ। ਰਾਜਾ ਨੇ ਆਪਣੀ ਭੈਣ ਨੂੰ ਕਿਹਾ - ਅਜਿਹਾ ਕੋਈ ਮਨੁੱਖ ਹੈ ਜਿਸਨੇ ਭੋਜਨ ਨਾ ਕੀਤਾ ਹੋਵੇ, ਮੇਰੀ ਵੀਰਵਾਰ ਦੀ ਕਥਾ ਸੁਣ ਲਵੇ। ਭੈਣ ਬੋਲੀ - ਹੇ ਭਾਈ। ਇਹ ਦੇਸ਼ ਅਜਿਹਾ ਹੀ ਹੈ ਕਿ ਪਹਿਲਾਂ ਇੱਥੇ ਲੋਕ ਭੋਜਨ ਕਰਦੇ ਹਨ ਬਾਅਦ ਵਿੱਚ ਹੋਰ ਕੰਮ ਕਰਦੇ ਹਨ। ਜੇਕਰ ਕੋਈ ਗੁਆਂਢ ਵਿੱਚ ਹੋਵੇ ਤਾਂ ਵੇਖ ਆਊਂ। ਉਹ ਅਜਿਹਾ ਕਹਿਕੇ ਵੇਖਣ ਚੱਲੀ ਗਈ ਪਰ ਉਸਨੂੰ ਕੋਈ ਅਜਿਹਾ ਵਿਅਕਤੀ ਨਹੀਂ ਮਿਲਿਆ ਜਿਸਨੇ ਭੋਜਨ ਨਹੀਂ ਕੀਤਾ ਹੋਵੇ ਆਖੀਰ ਉਹ ਇੱਕ ਕੁੰਮਿਆਰ ਦੇ ਘਰ ਗਈ ਜਿਸਦਾ ਮੁੰਡਾ ਦਾ ਬੀਮਾਰ ਸੀ। ਉਸਨੂੰ ਪਤਾ ਲਗਾ ਕਿ ਉਹਨਾਂ ਦੇ ਤਿੰਨ ਰੋਜ ਤੋਂ ਕਿਸੇ ਨੇ ਭੋਜਨ ਨਹੀਂ ਕੀਤਾ ਹੈ। ਰਾਣੀ ਨੇ ਆਪਣੇ ਭਰਾ ਦੀ ਕਥਾ ਸੁਣਨ ਲਈ ਘੁਮਿਆਰ ਨੂੰ ਕਿਹਾ ਉਹ ਤਿਆਰ ਹੋ ਗਿਆ। ਰਾਜਾ ਨੇ ਜਾਕੇ ਵੀਰਵਾਰ ਦੀ ਕਥਾ ਕਹੀ ਜਿਸਨੂੰ ਸੁਣਕੇ ਉਸਦਾ ਮੁੰਡਾ ਠੀਕ ਹੋ ਗਿਆ ਹੁਣ ਤਾਂ ਰਾਜਾ ਦੀ ਪ੍ਰਸ਼ੰਸਾ ਹੋਣ ਲੱਗੀ। bbox=[1071, 266, 1539, 736]
text-column-3 bbox=[1065, 256, 1545, 2047]
text-column-2 bbox=[574, 256, 1064, 2047]
download-banner-text: Download All Chalisa, Aarti, Vrat Katha in Punjabi, Hindi, English Language. bbox=[98, 2110, 1035, 2141]
